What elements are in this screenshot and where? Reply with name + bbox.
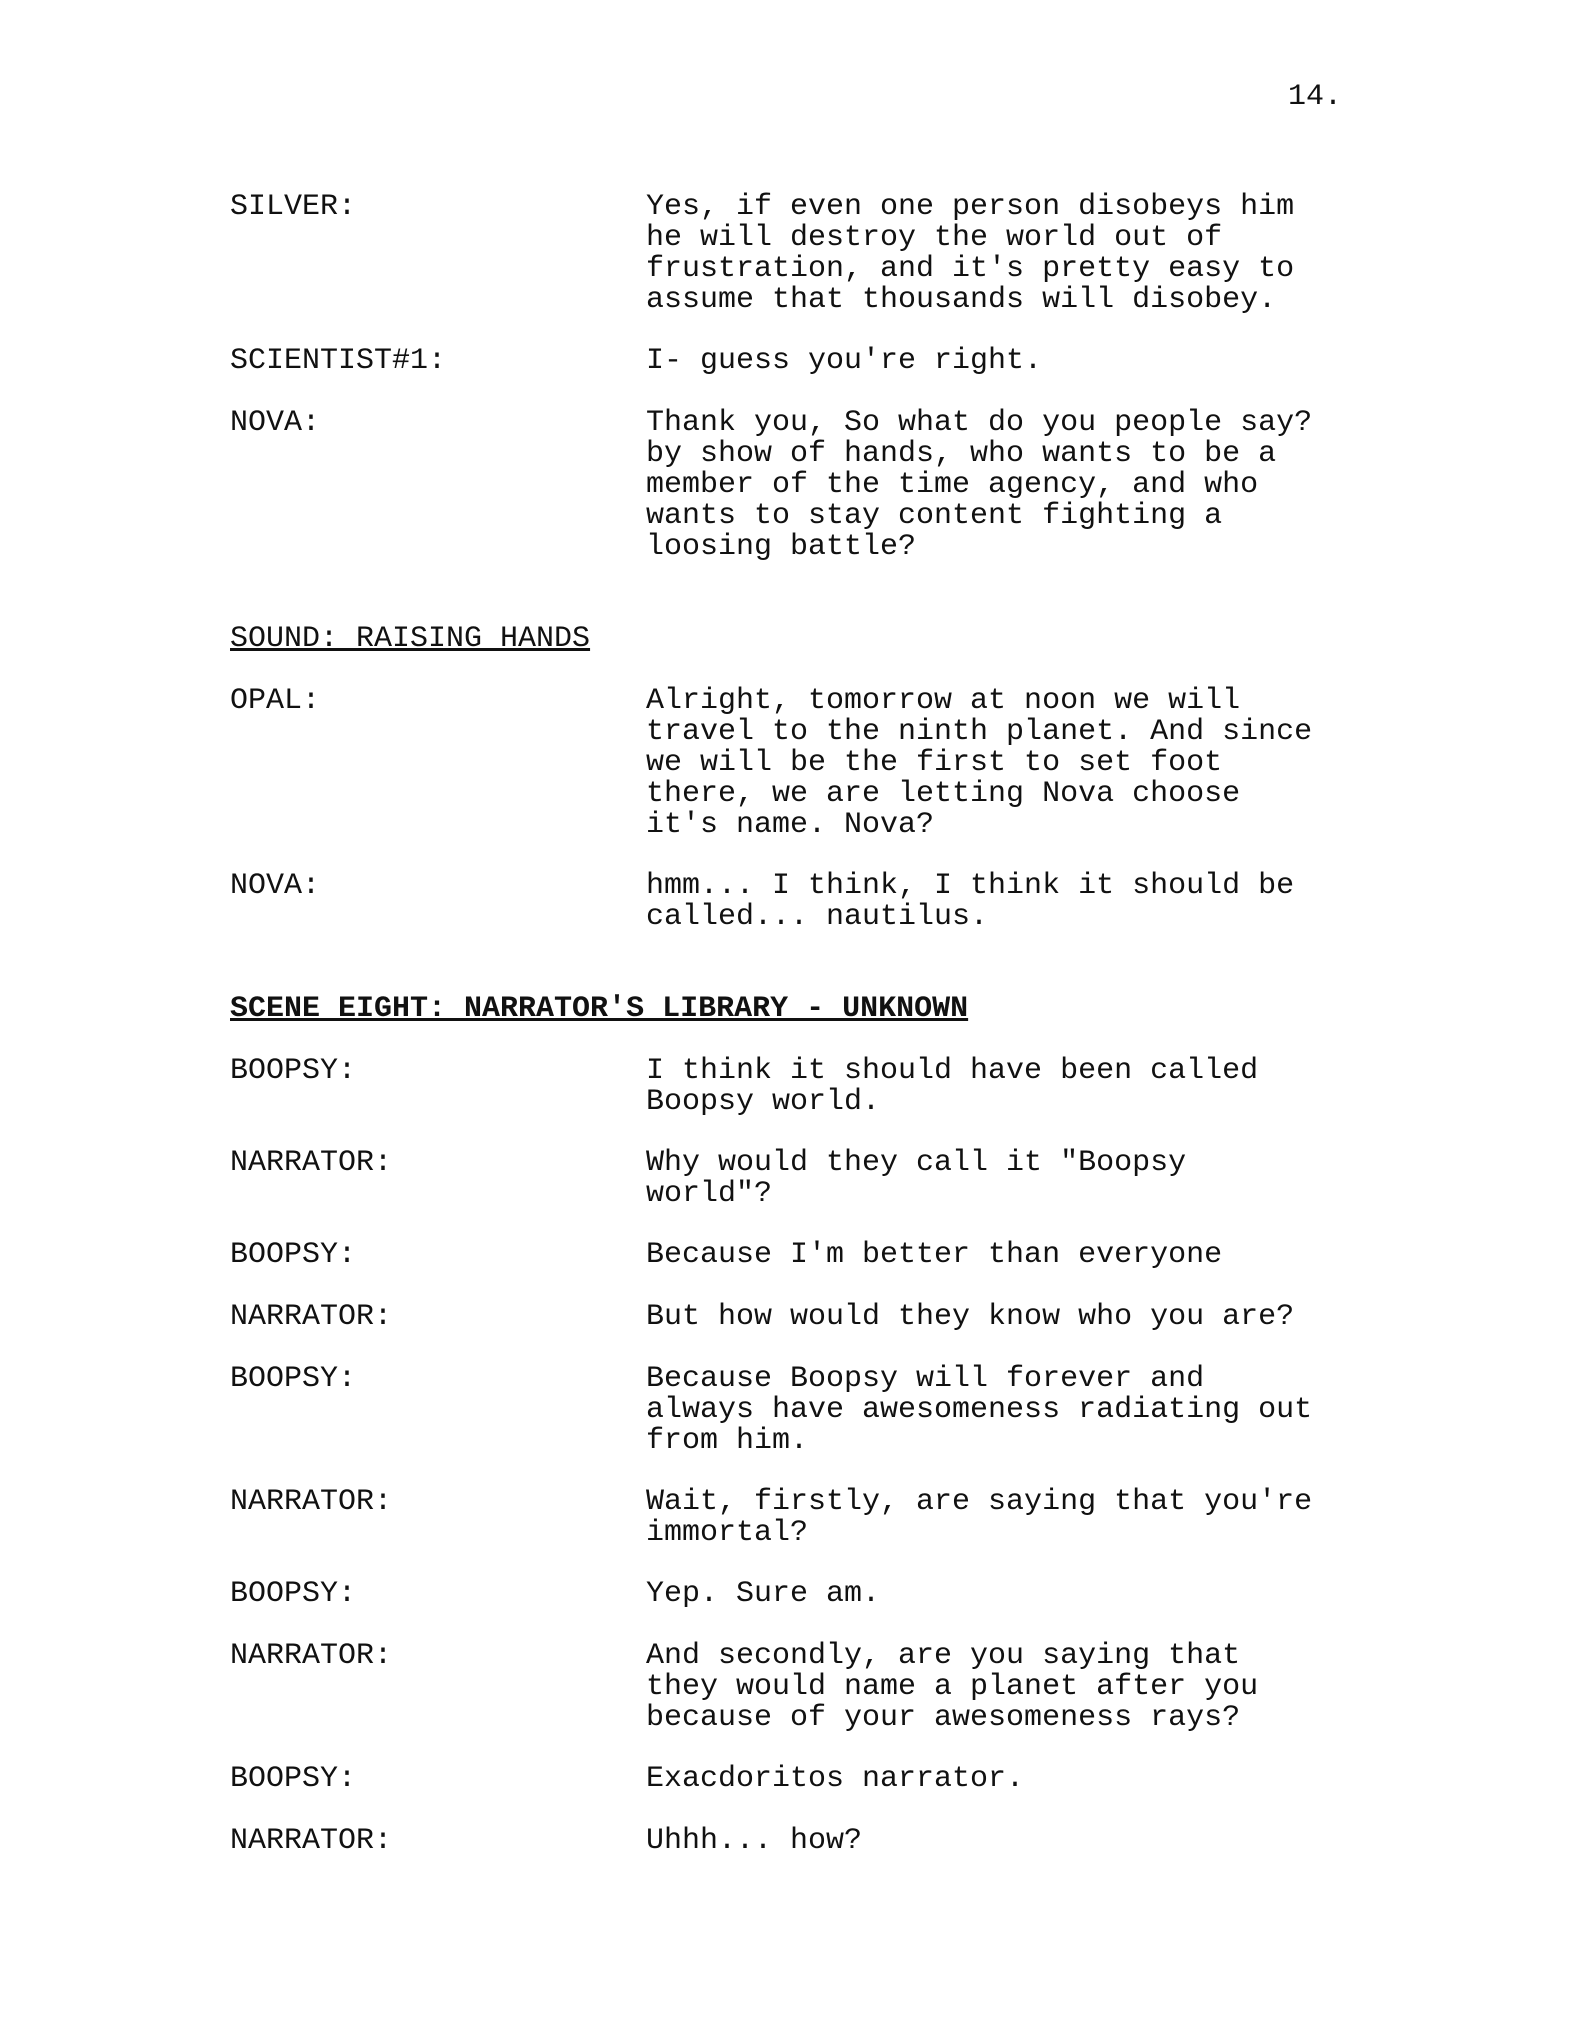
dialogue-text: Because I'm better than everyone: [646, 1238, 1223, 1272]
speaker-name: SILVER:: [230, 190, 357, 224]
dialogue-text: Alright, tomorrow at noon we will travel to the ninth planet. And since we will be the first to set foot there, we are letting Nova choose it's name. Nova?: [646, 684, 1313, 842]
speaker-name: BOOPSY:: [230, 1238, 357, 1272]
dialogue-text: Yes, if even one person disobeys him he will destroy the world out of frustration, and it's pretty easy to assume that thousands will disobey.: [646, 190, 1295, 317]
speaker-name: OPAL:: [230, 684, 321, 718]
dialogue-text: Exacdoritos narrator.: [646, 1762, 1025, 1796]
dialogue-text: Thank you, So what do you people say? by show of hands, who wants to be a member of the time agency, and who wants to stay content fighting a loosing battle?: [646, 406, 1313, 564]
speaker-name: NARRATOR:: [230, 1824, 393, 1858]
dialogue-text: Because Boopsy will forever and always have awesomeness radiating out from him.: [646, 1362, 1313, 1458]
speaker-name: SCIENTIST#1:: [230, 344, 447, 378]
sound-cue: SOUND: RAISING HANDS: [230, 622, 591, 656]
dialogue-text: Why would they call it "Boopsy world"?: [646, 1146, 1187, 1211]
dialogue-text: I- guess you're right.: [646, 344, 1043, 378]
dialogue-text: hmm... I think, I think it should be called... nautilus.: [646, 869, 1295, 934]
speaker-name: NOVA:: [230, 869, 321, 903]
speaker-name: NARRATOR:: [230, 1639, 393, 1673]
dialogue-text: And secondly, are you saying that they would name a planet after you because of your awesomeness rays?: [646, 1639, 1259, 1735]
speaker-name: BOOPSY:: [230, 1577, 357, 1611]
speaker-name: BOOPSY:: [230, 1054, 357, 1088]
speaker-name: NARRATOR:: [230, 1485, 393, 1519]
scene-heading: SCENE EIGHT: NARRATOR'S LIBRARY - UNKNOWN: [230, 992, 969, 1026]
page-number: 14.: [1288, 80, 1343, 114]
speaker-name: NARRATOR:: [230, 1300, 393, 1334]
speaker-name: NOVA:: [230, 406, 321, 440]
dialogue-text: Uhhh... how?: [646, 1824, 863, 1858]
speaker-name: NARRATOR:: [230, 1146, 393, 1180]
speaker-name: BOOPSY:: [230, 1362, 357, 1396]
dialogue-text: I think it should have been called Boopsy world.: [646, 1054, 1259, 1119]
dialogue-text: But how would they know who you are?: [646, 1300, 1295, 1334]
dialogue-text: Yep. Sure am.: [646, 1577, 881, 1611]
speaker-name: BOOPSY:: [230, 1762, 357, 1796]
dialogue-text: Wait, firstly, are saying that you're immortal?: [646, 1485, 1313, 1550]
